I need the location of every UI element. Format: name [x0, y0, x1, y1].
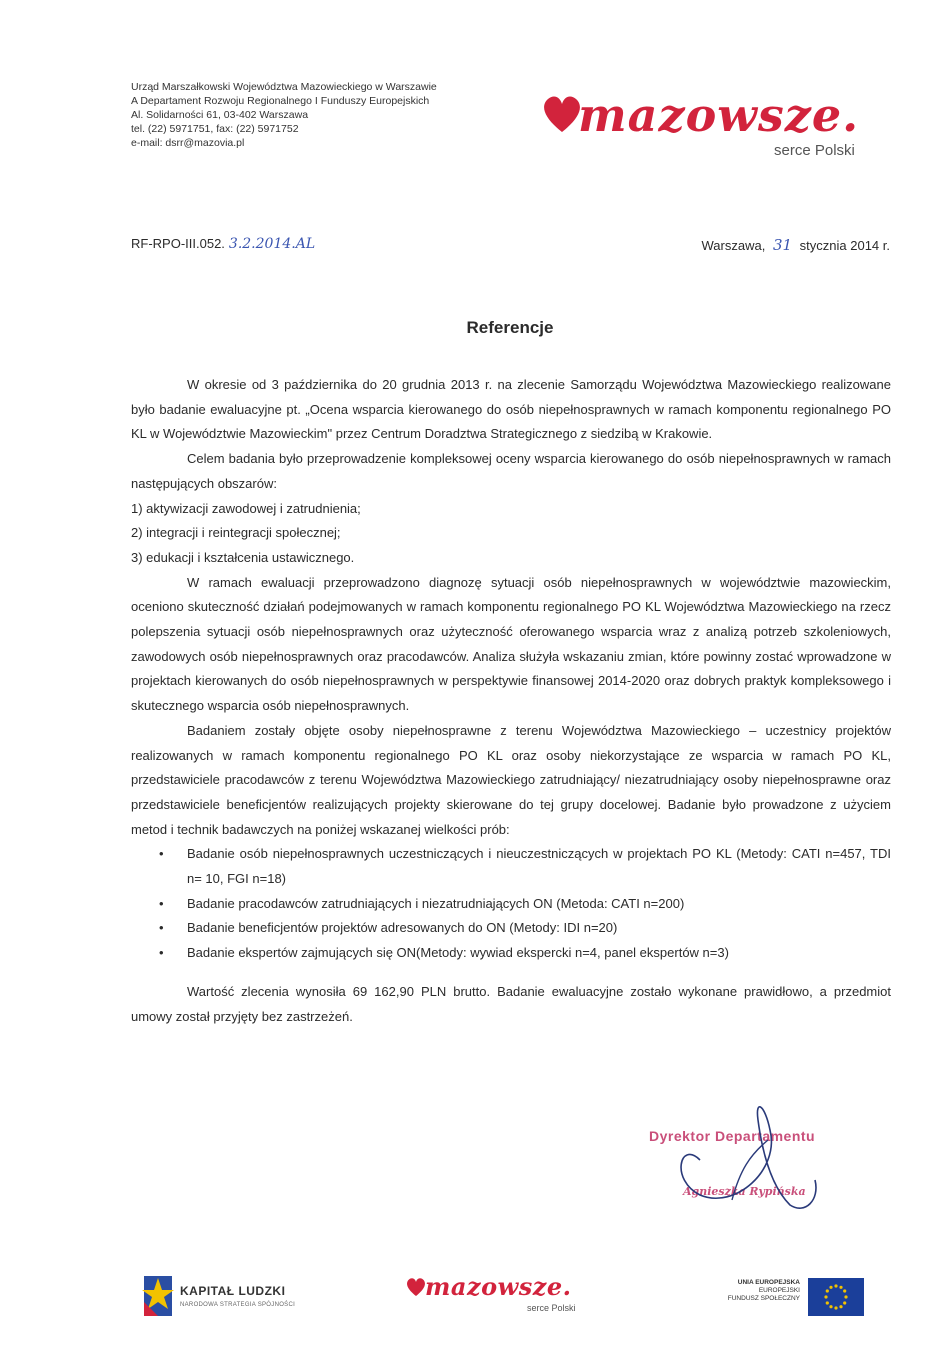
bullet-icon: • — [159, 895, 164, 911]
bullet-icon: • — [159, 920, 164, 936]
document-title: Referencje — [466, 318, 554, 337]
kapital-subtitle: NARODOWA STRATEGIA SPÓJNOŚCI — [180, 1302, 296, 1308]
date-prefix: Warszawa, — [701, 238, 766, 253]
reference-code: RF-RPO-III.052. — [131, 236, 225, 251]
paragraph: Wartość zlecenia wynosiła 69 162,90 PLN brutto. Badanie ewaluacyjne zostało wykonane prawidłowo, a przedmiot umowy został przyjęty bez zastrzeżeń. — [131, 983, 891, 1024]
paragraph: Badaniem zostały objęte osoby niepełnosprawne z terenu Województwa Mazowieckiego – uczestnicy projektów realizowanych w ramach komponentu regionalnego PO KL oraz osoby niekorzystające ze wsparcia w ramach PO KL, przedstawiciele pracodawców z terenu Województwa Mazowieckiego zatrudniający/ niezatrudniający osoby niepełnosprawne oraz przedstawiciele beneficjentów realizujących projekty skierowane do tej grupy docelowej. Badanie było prowadzone z użyciem metod i technik badawczych na poniżej wskazanej wielkości prób: — [131, 722, 891, 837]
list-item — [131, 842, 891, 891]
sample-list — [131, 842, 891, 966]
reference-number — [131, 236, 315, 252]
logo-tagline: serce Polski — [774, 142, 855, 159]
mazowsze-footer-logo — [405, 1272, 605, 1322]
eu-logo — [722, 1276, 872, 1320]
document-date — [702, 236, 890, 254]
paragraph: W ramach ewaluacji przeprowadzono diagnozę sytuacji osób niepełnosprawnych w województwie mazowieckim, oceniono skuteczność działań podejmowanych w ramach komponentu regionalnego PO KL Województwa Mazowieckiego na rzecz polepszenia sytuacji osób niepełnosprawnych oraz użyteczność oferowanego wsparcia wraz z analizą potrzeb szkoleniowych, zawodowych osób niepełnosprawnych oraz pracodawców. Analiza służyła wskazaniu zmian, które powinny zostać wprowadzone w projektach kierowanych do osób niepełnosprawnych w perspektywie finansowej 2014-2020 oraz dobrych praktyk kompleksowego i skutecznego wsparcia osób niepełnosprawnych. — [131, 574, 891, 714]
sender-line: A Departament Rozwoju Regionalnego I Funduszy Europejskich — [131, 95, 430, 107]
eu-stars-icon — [808, 1278, 864, 1316]
eu-text — [728, 1279, 800, 1303]
list-item-text: Badanie osób niepełnosprawnych uczestniczących i nieuczestniczących w projektach PO KL (Metody: CATI n=457, TDI n= 10, FGI n=18) — [187, 846, 891, 887]
eu-line: UNIA EUROPEJSKA — [737, 1279, 800, 1286]
sender-line: tel. (22) 5971751, fax: (22) 5971752 — [131, 123, 299, 135]
signature-stamp — [640, 1100, 880, 1210]
paragraph: W okresie od 3 października do 20 grudnia 2013 r. na zlecenie Samorządu Województwa Mazowieckiego realizowane było badanie ewaluacyjne pt. „Ocena wsparcia kierowanego do osób niepełnosprawnych w ramach komponentu regionalnego PO KL w Województwie Mazowieckim" przez Centrum Doradztwa Strategicznego z siedzibą w Krakowie. — [131, 377, 891, 442]
handwritten-signature — [640, 1100, 880, 1220]
sender-line: e-mail: dsrr@mazovia.pl — [131, 137, 245, 149]
star-icon — [138, 1272, 176, 1320]
logo-wordmark: mazowsze. — [578, 88, 860, 142]
date-rest: stycznia 2014 r. — [799, 238, 890, 253]
bullet-icon: • — [159, 846, 164, 862]
footer-wordmark: mazowsze. — [425, 1272, 572, 1301]
sender-line: Al. Solidarności 61, 03-402 Warszawa — [131, 109, 309, 121]
area-item: 1) aktywizacji zawodowej i zatrudnienia; — [131, 500, 361, 516]
list-item — [131, 892, 891, 917]
handwritten-reference: 3.2.2014.AL — [228, 236, 316, 252]
document-title-wrap — [0, 318, 940, 338]
eu-flag-icon — [808, 1278, 864, 1316]
signatory-title: Dyrektor Departamentu — [649, 1128, 816, 1144]
mazowsze-logo — [540, 84, 900, 164]
eu-line: EUROPEJSKI — [758, 1287, 800, 1294]
letter-body — [131, 373, 891, 1029]
heart-icon — [405, 1276, 427, 1298]
signatory-name: Agnieszka Rypińska — [683, 1185, 806, 1198]
area-item: 2) integracji i reintegracji społecznej; — [131, 525, 341, 541]
list-item — [131, 941, 891, 966]
area-item: 3) edukacji i kształcenia ustawicznego. — [131, 549, 355, 565]
bullet-icon: • — [159, 945, 164, 961]
list-item — [131, 916, 891, 941]
sender-address-block — [131, 80, 437, 150]
eu-line: FUNDUSZ SPOŁECZNY — [727, 1295, 800, 1302]
handwritten-day: 31 — [772, 236, 793, 254]
kapital-title: KAPITAŁ LUDZKI — [180, 1284, 286, 1298]
footer-tagline: serce Polski — [527, 1303, 576, 1313]
kapital-ludzki-logo — [138, 1272, 318, 1322]
sender-line: Urząd Marszałkowski Województwa Mazowieckiego w Warszawie — [131, 81, 437, 93]
list-item-text: Badanie pracodawców zatrudniających i niezatrudniających ON (Metoda: CATI n=200) — [187, 895, 685, 911]
paragraph: Celem badania było przeprowadzenie kompleksowej oceny wsparcia kierowanego do osób niepełnosprawnych w ramach następujących obszarów: — [131, 451, 891, 491]
list-item-text: Badanie beneficjentów projektów adresowanych do ON (Metody: IDI n=20) — [187, 920, 618, 936]
list-item-text: Badanie ekspertów zajmujących się ON(Metody: wywiad ekspercki n=4, panel ekspertów n=3) — [187, 945, 729, 961]
